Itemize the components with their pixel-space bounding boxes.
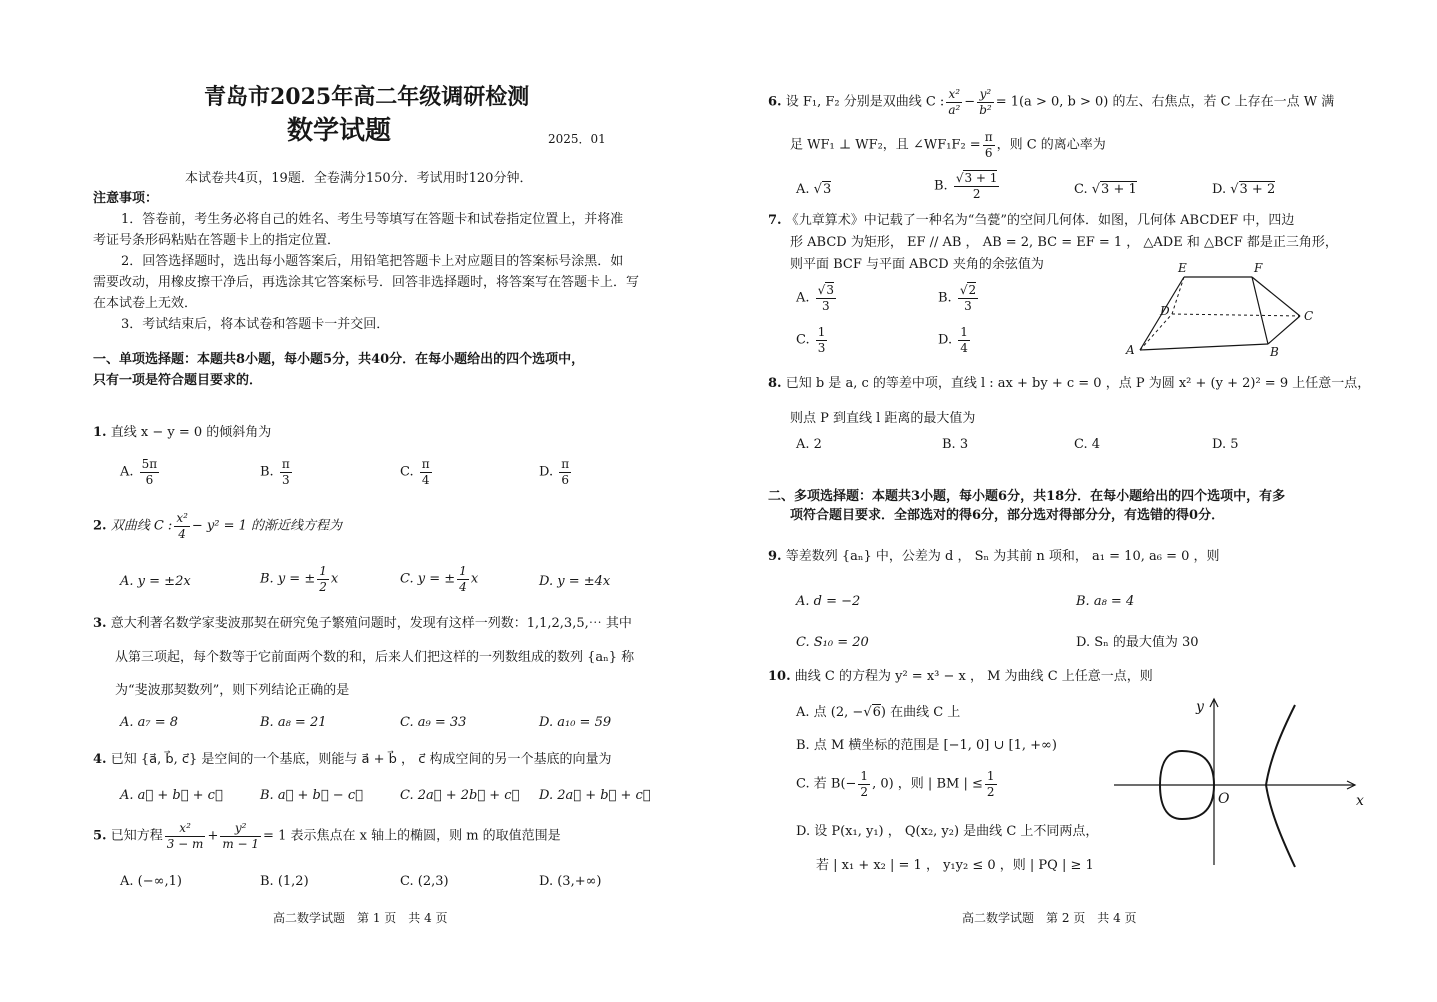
q10-option-d[interactable]: D. 设 P(x₁, y₁) ， Q(x₂, y₂) 是曲线 C 上不同两点， bbox=[796, 824, 1099, 839]
q10-stem: 10. 曲线 C 的方程为 y² = x³ − x ， M 为曲线 C 上任意一点，则 bbox=[768, 669, 1153, 684]
q9-option-c[interactable]: C. S₁₀ = 20 bbox=[796, 635, 869, 650]
q3-line1: 3. 意大利著名数学家斐波那契在研究兔子繁殖问题时，发现有这样一列数：1,1,2,3,5,⋯ 其中 bbox=[93, 616, 632, 631]
edge-fb bbox=[1252, 277, 1268, 344]
q2-option-a[interactable]: A. y = ±2x bbox=[120, 574, 191, 589]
curve-branch bbox=[1266, 705, 1295, 867]
q7-line3: 则平面 BCF 与平面 ABCD 夹角的余弦值为 bbox=[790, 257, 1044, 272]
title-line-1: 青岛市2025年高二年级调研检测 bbox=[204, 84, 530, 110]
q7-line1: 7. 《九章算术》中记载了一种名为“刍甍”的空间几何体．如图，几何体 ABCDEF 中，四边 bbox=[768, 213, 1295, 228]
edge-bc bbox=[1268, 316, 1300, 344]
label-c: C bbox=[1304, 309, 1314, 323]
footer-left: 高二数学试题 第 1 页 共 4 页 bbox=[273, 911, 448, 925]
q1-option-c[interactable]: C. $\frac{\pi}{4}$ bbox=[400, 457, 430, 487]
q1-option-b[interactable]: B. $\frac{\pi}{3}$ bbox=[260, 457, 290, 487]
q3-option-c[interactable]: C. a₉ = 33 bbox=[400, 715, 467, 730]
edge-ad-hidden bbox=[1140, 314, 1172, 350]
edge-ab bbox=[1140, 344, 1268, 350]
q8-option-d[interactable]: D. 5 bbox=[1212, 437, 1239, 452]
notice-2b: 需要改动，用橡皮擦干净后，再选涂其它答案标号．回答非选择题时，将答案写在答题卡上．写 bbox=[93, 275, 640, 290]
q8-option-c[interactable]: C. 4 bbox=[1074, 437, 1101, 452]
q4-option-c[interactable]: C. 2a⃗ + 2b⃗ + c⃗ bbox=[400, 788, 520, 803]
q5-option-b[interactable]: B. (1,2) bbox=[260, 874, 309, 889]
q4-option-a[interactable]: A. a⃗ + b⃗ + c⃗ bbox=[120, 788, 223, 803]
q4-option-b[interactable]: B. a⃗ + b⃗ − c⃗ bbox=[260, 788, 363, 803]
q6-option-d[interactable]: D. √3 + 2 bbox=[1212, 182, 1276, 197]
section2-line2: 项符合题目要求．全部选对的得6分，部分选对得部分分，有选错的得0分． bbox=[790, 508, 1225, 523]
section1-line1: 一、单项选择题：本题共8小题，每小题5分，共40分．在每小题给出的四个选项中， bbox=[93, 352, 585, 367]
q2-option-b[interactable]: B. y = ± $\frac{1}{2}$ x bbox=[260, 564, 339, 594]
q10-option-d-line2: 若 | x₁ + x₂ | = 1 ， y₁y₂ ≤ 0 ，则 | PQ | ≥ 1 bbox=[816, 858, 1094, 873]
notice-3: 3．考试结束后，将本试卷和答题卡一并交回． bbox=[121, 317, 390, 332]
q10-option-a[interactable]: A. 点 (2, −√6) 在曲线 C 上 bbox=[796, 705, 961, 720]
label-a: A bbox=[1126, 343, 1135, 357]
notice-2c: 在本试卷上无效． bbox=[93, 296, 198, 311]
q9-option-d[interactable]: D. Sₙ 的最大值为 30 bbox=[1076, 635, 1199, 650]
label-y: y bbox=[1196, 699, 1204, 715]
q3-option-d[interactable]: D. a₁₀ = 59 bbox=[539, 715, 612, 730]
q7-option-b[interactable]: B. $\frac{√2}{3}$ bbox=[938, 283, 977, 313]
footer-right: 高二数学试题 第 2 页 共 4 页 bbox=[962, 911, 1137, 925]
q2-option-d[interactable]: D. y = ±4x bbox=[539, 574, 611, 589]
q1-option-a[interactable]: A. $\frac{5\pi}{6}$ bbox=[120, 457, 158, 487]
q1-option-d[interactable]: D. $\frac{\pi}{6}$ bbox=[539, 457, 570, 487]
q1-stem: 1. 直线 x − y = 0 的倾斜角为 bbox=[93, 425, 272, 440]
q2-stem: 2. 双曲线 C : $\frac{\text{x²}}{4}$ − y² = 1 的渐近线方程为 bbox=[93, 511, 343, 541]
q8-line2: 则点 P 到直线 l 距离的最大值为 bbox=[790, 411, 976, 426]
q5-stem: 5. 已知方程 $\frac{\text{x²}}{3 - m}$ + $\frac{\text{y²}}{m - 1}$ = 1 表示焦点在 x 轴上的椭圆，则 m 的取值范围是 bbox=[93, 821, 561, 851]
q7-option-c[interactable]: C. $\frac{1}{3}$ bbox=[796, 325, 826, 355]
q6-line1: 6. 设 F₁, F₂ 分别是双曲线 C : $\frac{\text{x²}}{\text{a²}}$ − $\frac{\text{y²}}{\text{b²}}$ = 1(a > 0, b > 0) 的左、右焦点，若 C 上存在一点 W 满 bbox=[768, 87, 1335, 117]
notice-2a: 2．回答选择题时，选出每小题答案后，用铅笔把答题卡上对应题目的答案标号涂黑．如 bbox=[121, 254, 624, 269]
q3-line2: 从第三项起，每个数等于它前面两个数的和，后来人们把这样的一列数组成的数列 {aₙ} 称 bbox=[115, 650, 635, 665]
notice-heading: 注意事项： bbox=[93, 191, 159, 206]
q10-option-c[interactable]: C. 若 B(− $\frac{1}{2}$ , 0) ，则 | BM | ≤ $\frac{1}{2}$ bbox=[796, 769, 995, 799]
q4-stem: 4. 已知 {a⃗, b⃗, c⃗} 是空间的一个基底，则能与 a⃗ + b⃗ ， c⃗ 构成空间的另一个基底的向量为 bbox=[93, 752, 612, 767]
exam-intro: 本试卷共4页，19题．全卷满分150分．考试用时120分钟． bbox=[185, 171, 533, 186]
q7-figure bbox=[1120, 258, 1320, 363]
q5-option-a[interactable]: A. (−∞,1) bbox=[120, 874, 182, 889]
label-b: B bbox=[1270, 345, 1279, 359]
label-x: x bbox=[1356, 793, 1364, 809]
section2-line1: 二、多项选择题：本题共3小题，每小题6分，共18分．在每小题给出的四个选项中，有多 bbox=[768, 489, 1286, 504]
q3-line3: 为“斐波那契数列”，则下列结论正确的是 bbox=[115, 683, 350, 698]
q2-option-c[interactable]: C. y = ± $\frac{1}{4}$ x bbox=[400, 564, 479, 594]
notice-1b: 考证号条形码粘贴在答题卡上的指定位置． bbox=[93, 233, 341, 248]
q8-option-b[interactable]: B. 3 bbox=[942, 437, 969, 452]
q4-option-d[interactable]: D. 2a⃗ + b⃗ + c⃗ bbox=[539, 788, 651, 803]
label-e: E bbox=[1178, 261, 1187, 275]
q7-line2: 形 ABCD 为矩形， EF // AB ， AB = 2, BC = EF = 1 ， △ADE 和 △BCF 都是正三角形， bbox=[790, 235, 1338, 250]
q6-option-b[interactable]: B. $\frac{√3 + 1}{2}$ bbox=[934, 171, 998, 201]
label-d: D bbox=[1160, 304, 1170, 318]
q3-option-b[interactable]: B. a₈ = 21 bbox=[260, 715, 327, 730]
title-line-2: 数学试题 bbox=[287, 116, 392, 146]
edge-ed-hidden bbox=[1172, 277, 1184, 314]
edge-dc-hidden bbox=[1172, 314, 1300, 316]
q9-option-b[interactable]: B. a₈ = 4 bbox=[1076, 594, 1135, 609]
q10-figure bbox=[1110, 695, 1370, 870]
q9-stem: 9. 等差数列 {aₙ} 中，公差为 d ， Sₙ 为其前 n 项和， a₁ = 10, a₆ = 0 ，则 bbox=[768, 549, 1220, 564]
q10-option-b[interactable]: B. 点 M 横坐标的范围是 [−1, 0] ∪ [1, +∞) bbox=[796, 738, 1057, 753]
q5-option-d[interactable]: D. (3,+∞) bbox=[539, 874, 602, 889]
q8-line1: 8. 已知 b 是 a, c 的等差中项，直线 l : ax + by + c = 0 ，点 P 为圆 x² + (y + 2)² = 9 上任意一点， bbox=[768, 376, 1371, 391]
edge-fc bbox=[1252, 277, 1300, 316]
label-f: F bbox=[1254, 261, 1263, 275]
section1-line2: 只有一项是符合题目要求的． bbox=[93, 373, 263, 388]
q6-option-a[interactable]: A. √3 bbox=[796, 182, 832, 197]
q5-option-c[interactable]: C. (2,3) bbox=[400, 874, 449, 889]
label-origin: O bbox=[1218, 791, 1230, 807]
q7-option-d[interactable]: D. $\frac{1}{4}$ bbox=[938, 325, 968, 355]
q7-option-a[interactable]: A. $\frac{√3}{3}$ bbox=[796, 283, 834, 313]
q3-option-a[interactable]: A. a₇ = 8 bbox=[120, 715, 179, 730]
q9-option-a[interactable]: A. d = −2 bbox=[796, 594, 861, 609]
exam-date: 2025．01 bbox=[548, 132, 606, 146]
q6-line2: 足 WF₁ ⊥ WF₂，且 ∠WF₁F₂ = $\frac{\pi}{6}$ ，则 C 的离心率为 bbox=[790, 130, 1106, 160]
q8-option-a[interactable]: A. 2 bbox=[796, 437, 822, 452]
notice-1a: 1．答卷前，考生务必将自己的姓名、考生号等填写在答题卡和试卷指定位置上，并将准 bbox=[121, 212, 624, 227]
q6-option-c[interactable]: C. √3 + 1 bbox=[1074, 182, 1137, 197]
